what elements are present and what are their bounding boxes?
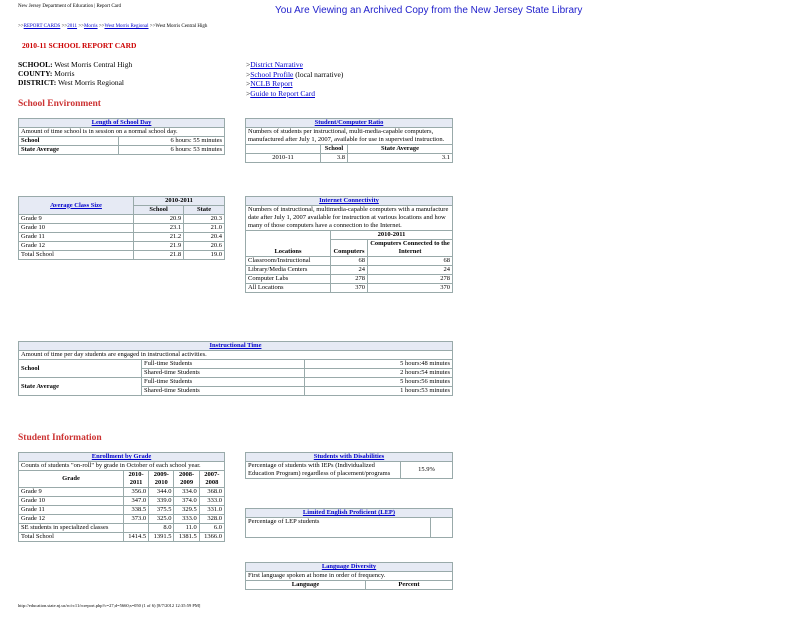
table-row: Grade 11 338.5 375.5 329.5 331.0: [19, 506, 225, 515]
report-title: 2010-11 SCHOOL REPORT CARD: [22, 41, 137, 50]
internet-title[interactable]: Internet Connectivity: [319, 197, 379, 204]
class-size-title[interactable]: Average Class Size: [50, 201, 102, 209]
table-row: Classroom/Instructional 68 68: [246, 257, 453, 266]
table-row: School 6 hours: 55 minutes: [19, 137, 225, 146]
table-row: School Full-time Students 5 hours:48 minutes: [19, 360, 453, 369]
computer-ratio-title[interactable]: Student/Computer Ratio: [314, 119, 384, 126]
school-name: West Morris Central High: [54, 60, 133, 69]
table-row: Grade 12 21.9 20.6: [19, 242, 225, 251]
breadcrumb-district[interactable]: West Morris Regional: [104, 24, 149, 29]
table-row: SE students in specialized classes 8.0 11.0 6.0: [19, 524, 225, 533]
computer-ratio-table: Student/Computer Ratio Numbers of students per instructional, multi-media-capable computers, manufactured after July 1, 2007, available for use in supervised instruction. School State Average 2010-11 3.8 3.1: [245, 118, 453, 163]
table-row: Grade 11 21.2 20.4: [19, 233, 225, 242]
archive-banner: You Are Viewing an Archived Copy from the New Jersey State Library: [275, 5, 583, 16]
table-row: Grade 9 356.0 344.0 334.0 368.0: [19, 488, 225, 497]
internet-table: Internet Connectivity Numbers of instructional, multimedia-capable computers with a manufacture date after July 1, 2007 available for instruction at various locations and how many of those computers have a connection to the Internet. 2010-2011 Locations Computers Computers Connected to the Internet Classroom/Instructional 68 68 Library/Media Centers 24 24 Computer Labs 278 278 All Locations 370 370: [245, 196, 453, 293]
district-name: West Morris Regional: [57, 78, 125, 87]
county-name: Morris: [54, 69, 75, 78]
enrollment-title[interactable]: Enrollment by Grade: [91, 453, 152, 460]
instructional-time-table: Instructional Time Amount of time per day students are engaged in instructional activities. School Full-time Students 5 hours:48 minutes Shared-time Students 2 hours:54 minutes State Average Full-time Students 5 hours:56 minutes Shared-time Students 1 hours:53 minutes: [18, 341, 453, 396]
breadcrumb: >>REPORT CARDS >>2011 >>Morris >>West Morris Regional >>West Morris Central High: [18, 24, 208, 29]
table-row: Computer Labs 278 278: [246, 275, 453, 284]
table-row: Grade 9 20.9 20.3: [19, 215, 225, 224]
table-row: Grade 12 373.0 325.0 333.0 328.0: [19, 515, 225, 524]
table-row: Grade 10 347.0 339.0 374.0 333.0: [19, 497, 225, 506]
breadcrumb-report-cards[interactable]: REPORT CARDS: [23, 24, 61, 29]
lep-title[interactable]: Limited English Proficient (LEP): [302, 509, 396, 516]
school-info: SCHOOL: West Morris Central High COUNTY: Morris DISTRICT: West Morris Regional: [18, 60, 133, 87]
disabilities-table: Students with Disabilities Percentage of students with IEPs (Individualized Education Program) regardless of placement/programs 15.9%: [245, 452, 453, 479]
link-nclb-report[interactable]: NCLB Report: [250, 79, 293, 88]
report-links: >District Narrative >School Profile (local narrative) >NCLB Report >Guide to Report Card: [246, 60, 344, 98]
table-row: State Average Full-time Students 5 hours:56 minutes: [19, 378, 453, 387]
enrollment-table: Enrollment by Grade Counts of students "on-roll" by grade in October of each school year. Grade 2010-2011 2009-2010 2008-2009 2007-2008 Grade 9 356.0 344.0 334.0 368.0 Grade 10 347.0 339.0 374.0 333.0 Grade 11 338.5 375.5 329.5 331.0 Grade 12 373.0 325.0 333.0 328.0 SE students in specialized classes 8.0 11.0 6.0 Total School 1414.5 1391.5 1381.5 1366.0: [18, 452, 225, 542]
lep-value: [431, 518, 453, 538]
school-day-title[interactable]: Length of School Day: [91, 119, 152, 126]
page-header-title: New Jersey Department of Education | Report Card: [18, 4, 122, 9]
instructional-time-title[interactable]: Instructional Time: [209, 342, 262, 349]
disabilities-value: 15.9%: [401, 462, 453, 479]
school-day-table: Length of School Day Amount of time school is in session on a normal school day. School 6 hours: 55 minutes State Average 6 hours: 53 minutes: [18, 118, 225, 155]
link-guide[interactable]: Guide to Report Card: [250, 88, 316, 98]
table-row: Total School 21.8 19.0: [19, 251, 225, 260]
table-row: Shared-time Students 1 hours:53 minutes: [19, 387, 453, 396]
table-row: Shared-time Students 2 hours:54 minutes: [19, 369, 453, 378]
language-table: Language Diversity First language spoken at home in order of frequency. Language Percent: [245, 562, 453, 590]
table-row: Grade 10 23.1 21.0: [19, 224, 225, 233]
class-size-table: Average Class Size 2010-2011 School State Grade 9 20.9 20.3 Grade 10 23.1 21.0 Grade 11 21.2 20.4 Grade 12 21.9 20.6 Total School 21.8 19.0: [18, 196, 225, 260]
link-district-narrative[interactable]: District Narrative: [250, 60, 303, 69]
table-row: 2010-11 3.8 3.1: [246, 154, 453, 163]
table-row: Total School 1414.5 1391.5 1381.5 1366.0: [19, 533, 225, 542]
table-row: State Average 6 hours: 53 minutes: [19, 146, 225, 155]
breadcrumb-year[interactable]: 2011: [67, 24, 78, 29]
table-row: All Locations 370 370: [246, 284, 453, 293]
section-school-environment: School Environment: [18, 99, 101, 109]
breadcrumb-county[interactable]: Morris: [83, 24, 98, 29]
breadcrumb-current: West Morris Central High: [155, 24, 208, 29]
disabilities-title[interactable]: Students with Disabilities: [313, 453, 385, 460]
lep-table: Limited English Proficient (LEP) Percentage of LEP students: [245, 508, 453, 538]
table-row: Library/Media Centers 24 24: [246, 266, 453, 275]
language-title[interactable]: Language Diversity: [321, 563, 377, 570]
page-footer-url: http://education.state.nj.us/rc/rc11/rcreport.php?c=27;d=5660;s=050 (1 of 6) [8/7/2012 12:35:59 PM]: [18, 603, 201, 608]
section-student-information: Student Information: [18, 433, 102, 443]
link-school-profile[interactable]: School Profile: [250, 69, 294, 79]
